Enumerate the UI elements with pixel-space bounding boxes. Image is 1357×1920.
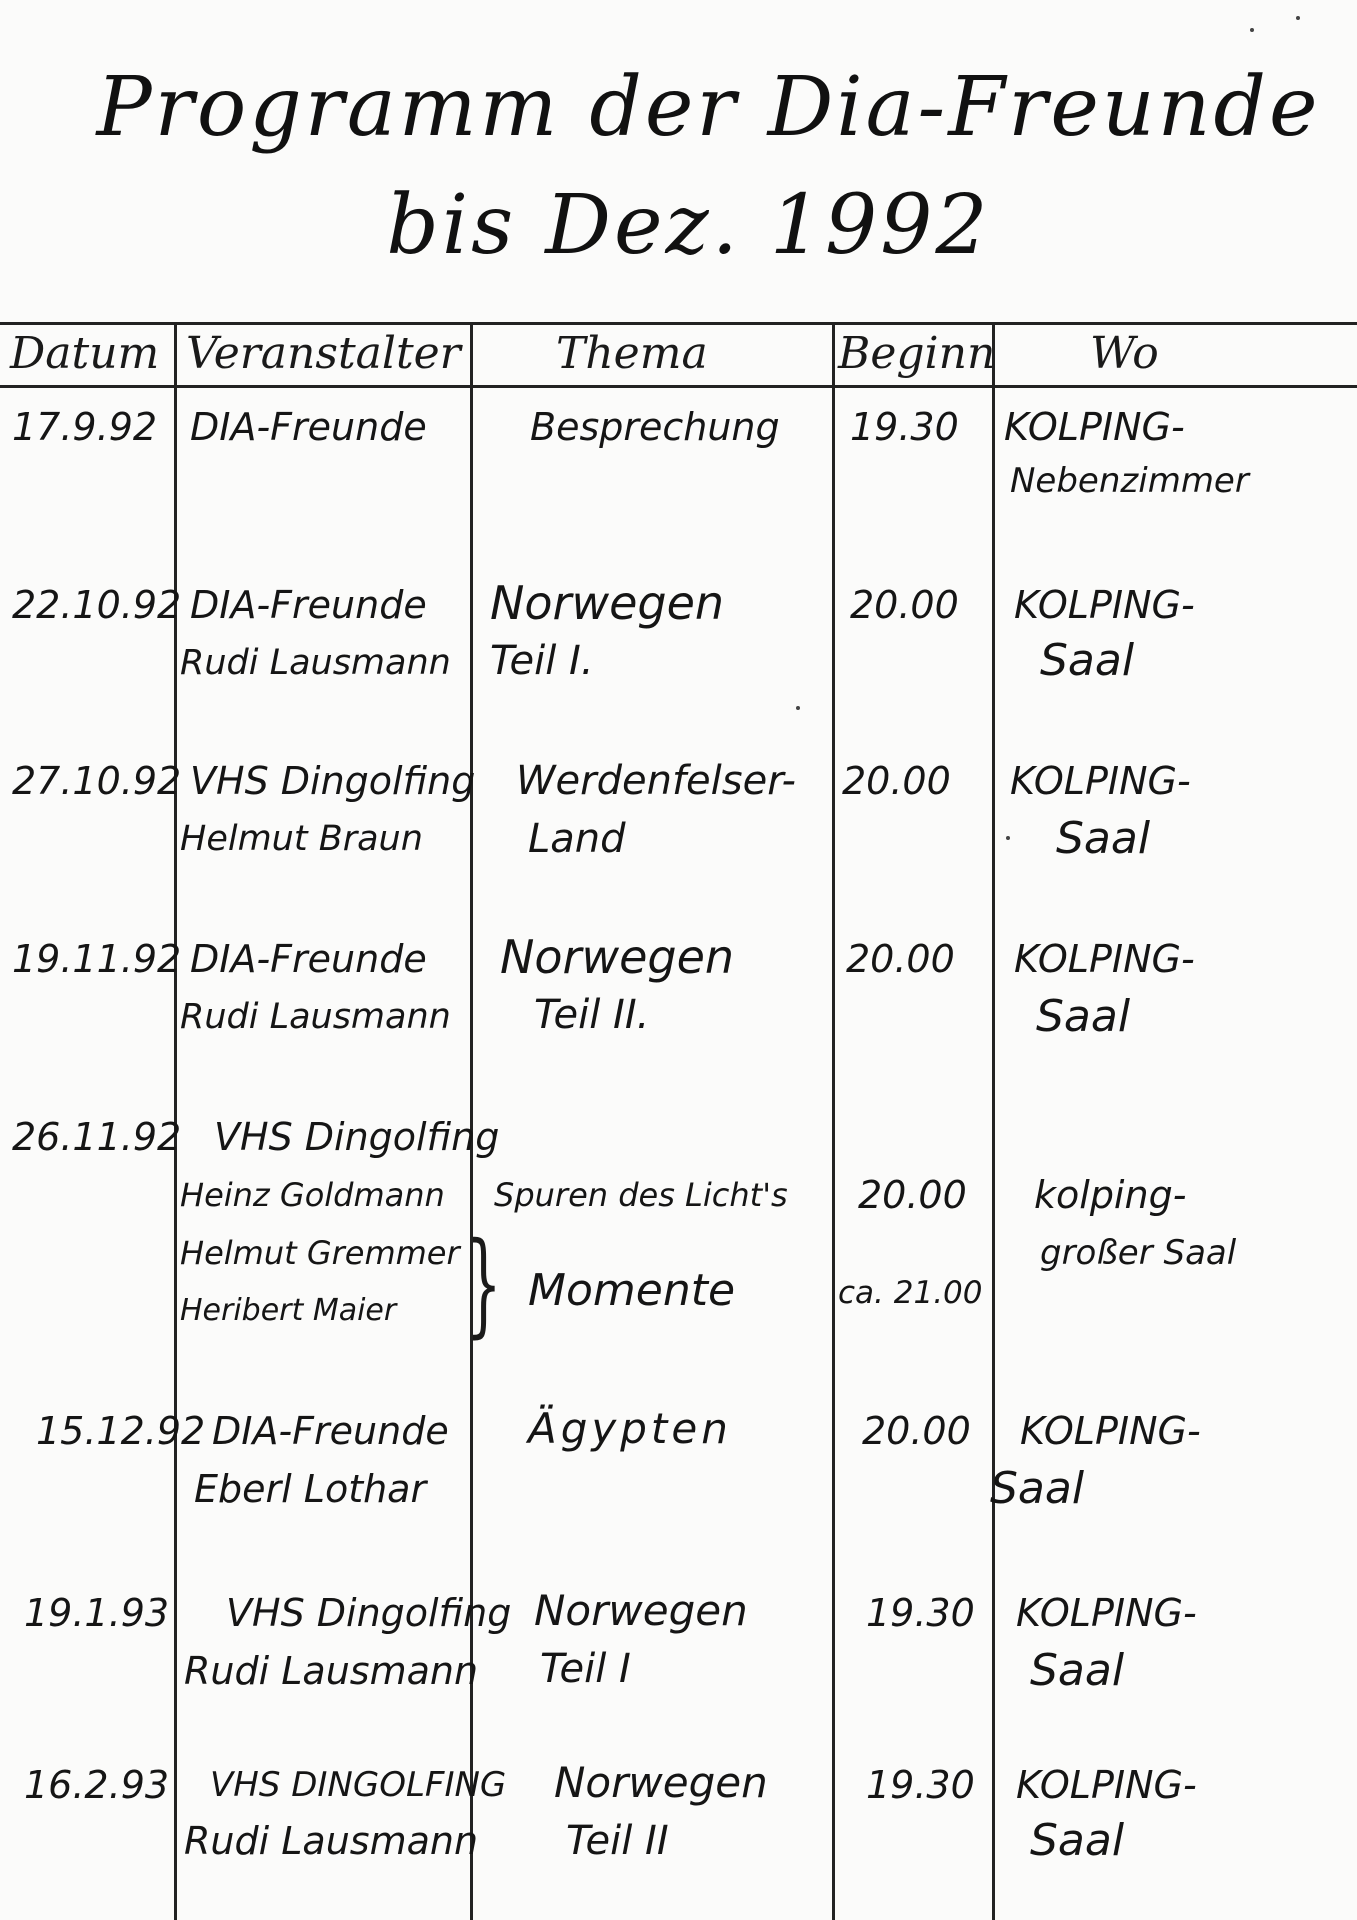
cell-beginn: 20.00 xyxy=(862,1409,971,1453)
cell-veranstalter: VHS Dingolfing xyxy=(190,759,476,803)
scan-speck xyxy=(1250,28,1254,32)
cell-wo: Saal xyxy=(1056,813,1151,864)
scan-speck xyxy=(1006,836,1010,840)
cell-wo: KOLPING- xyxy=(1014,937,1195,981)
cell-beginn: 20.00 xyxy=(858,1173,967,1217)
cell-wo: kolping- xyxy=(1034,1173,1187,1217)
cell-wo: Saal xyxy=(1030,1815,1125,1866)
cell-thema: Norwegen xyxy=(500,930,735,984)
cell-thema: Teil II xyxy=(566,1818,669,1864)
title-line-2: bis Dez. 1992 xyxy=(386,178,991,273)
cell-veranstalter: Rudi Lausmann xyxy=(180,643,451,683)
title-line-1: Programm der Dia-Freunde xyxy=(96,60,1321,155)
cell-veranstalter: Heinz Goldmann xyxy=(180,1176,445,1214)
cell-veranstalter: Helmut Gremmer xyxy=(180,1234,460,1272)
cell-veranstalter: Rudi Lausmann xyxy=(184,1649,479,1693)
cell-datum: 26.11.92 xyxy=(12,1115,182,1159)
cell-wo: Saal xyxy=(1040,635,1135,686)
cell-thema: Teil II. xyxy=(534,992,650,1038)
scan-speck xyxy=(796,706,800,710)
cell-datum: 22.10.92 xyxy=(12,583,182,627)
column-divider xyxy=(992,322,995,1920)
cell-datum: 19.11.92 xyxy=(12,937,182,981)
cell-thema: Momente xyxy=(528,1265,736,1316)
cell-thema: Norwegen xyxy=(554,1758,768,1807)
cell-veranstalter: VHS DINGOLFING xyxy=(210,1765,507,1805)
cell-datum: 27.10.92 xyxy=(12,759,182,803)
cell-wo: KOLPING- xyxy=(1016,1591,1197,1635)
cell-veranstalter: DIA-Freunde xyxy=(212,1409,449,1453)
cell-beginn: 20.00 xyxy=(846,937,955,981)
column-divider xyxy=(832,322,835,1920)
header-beginn: Beginn xyxy=(838,328,996,379)
scan-speck xyxy=(1296,16,1300,20)
cell-veranstalter: Heribert Maier xyxy=(180,1293,397,1328)
cell-datum: 19.1.93 xyxy=(24,1591,170,1635)
header-thema: Thema xyxy=(556,328,708,379)
cell-beginn: 20.00 xyxy=(842,759,951,803)
cell-wo: KOLPING- xyxy=(1014,583,1195,627)
cell-thema: Norwegen xyxy=(490,576,725,630)
cell-beginn: 20.00 xyxy=(850,583,959,627)
brace-mark: } xyxy=(466,1219,502,1349)
cell-thema: Ägypten xyxy=(528,1404,732,1453)
header-wo: Wo xyxy=(1090,328,1159,379)
cell-thema: Teil I. xyxy=(490,638,594,684)
cell-beginn: 19.30 xyxy=(866,1763,975,1807)
cell-beginn: 19.30 xyxy=(866,1591,975,1635)
cell-datum: 17.9.92 xyxy=(12,405,158,449)
cell-veranstalter: DIA-Freunde xyxy=(190,405,427,449)
cell-veranstalter: Rudi Lausmann xyxy=(184,1819,479,1863)
cell-wo: KOLPING- xyxy=(1016,1763,1197,1807)
cell-veranstalter: VHS Dingolfing xyxy=(226,1591,512,1635)
cell-beginn: 19.30 xyxy=(850,405,959,449)
cell-wo: Saal xyxy=(990,1463,1085,1514)
cell-wo: Saal xyxy=(1030,1645,1125,1696)
header-bottom-rule xyxy=(0,385,1357,388)
header-veranstalter: Veranstalter xyxy=(186,328,461,379)
cell-thema: Land xyxy=(528,816,626,862)
cell-wo: Saal xyxy=(1036,991,1131,1042)
cell-thema: Norwegen xyxy=(534,1586,748,1635)
cell-wo: Nebenzimmer xyxy=(1010,461,1249,501)
cell-wo: KOLPING- xyxy=(1020,1409,1201,1453)
table-top-rule xyxy=(0,322,1357,325)
cell-thema: Werdenfelser- xyxy=(516,758,796,804)
cell-thema: Besprechung xyxy=(530,405,780,449)
cell-datum: 15.12.92 xyxy=(36,1409,206,1453)
cell-veranstalter: DIA-Freunde xyxy=(190,937,427,981)
cell-wo: KOLPING- xyxy=(1010,759,1191,803)
cell-veranstalter: Rudi Lausmann xyxy=(180,997,451,1037)
cell-veranstalter: VHS Dingolfing xyxy=(214,1115,500,1159)
cell-veranstalter: Helmut Braun xyxy=(180,819,423,859)
cell-datum: 16.2.93 xyxy=(24,1763,170,1807)
cell-thema: Teil I xyxy=(540,1646,631,1692)
cell-thema: Spuren des Licht's xyxy=(494,1176,788,1214)
header-datum: Datum xyxy=(10,328,160,379)
cell-beginn: ca. 21.00 xyxy=(838,1275,983,1311)
cell-veranstalter: DIA-Freunde xyxy=(190,583,427,627)
cell-veranstalter: Eberl Lothar xyxy=(194,1467,427,1511)
cell-wo: KOLPING- xyxy=(1004,405,1185,449)
cell-wo: großer Saal xyxy=(1040,1233,1237,1273)
